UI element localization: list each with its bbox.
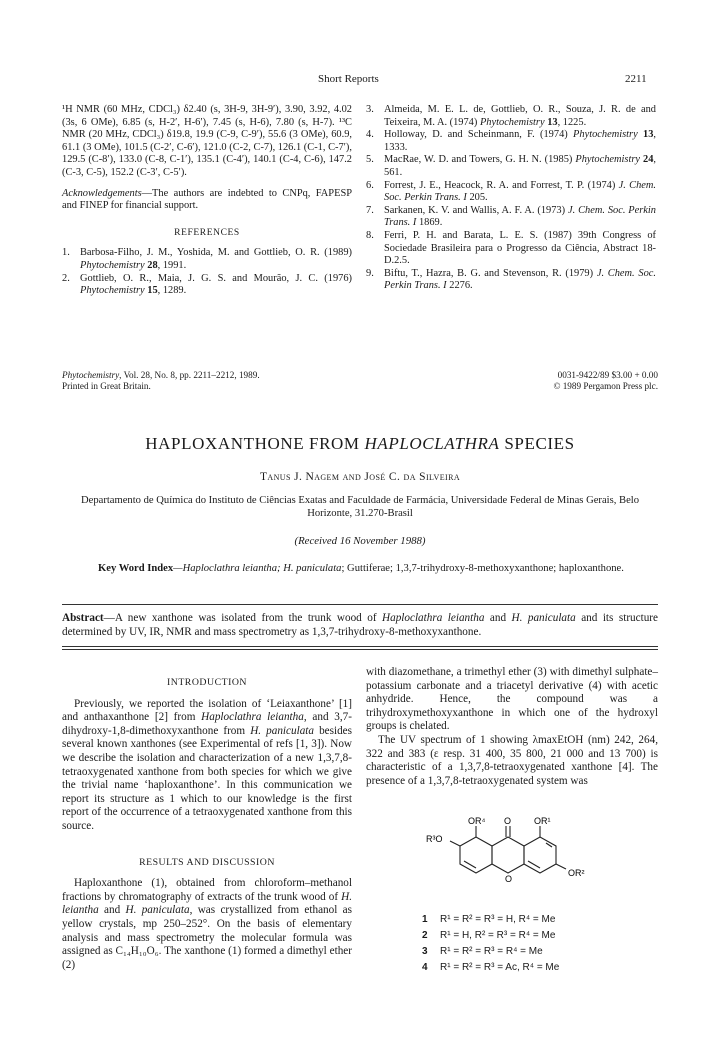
compound-row: [422, 928, 559, 944]
abstract-species-2: H. paniculata: [511, 612, 576, 624]
abstract: [62, 612, 658, 639]
introduction-paragraph: [62, 698, 352, 834]
reference-item: [366, 104, 656, 129]
reference-volume: 28: [147, 259, 158, 271]
reference-pages: , 1991.: [157, 259, 187, 271]
compound-number: 3: [422, 946, 428, 957]
reference-authors: Ferri, P. H. and Barata, L. E. S. (1987) 39th Congress of Sociedade Brasileira para o Progresso da Ciência, Abstract 18-D.2.5.: [384, 229, 656, 267]
reference-volume: 13: [547, 116, 558, 128]
reference-authors: Biftu, T., Hazra, B. G. and Stevenson, R. (1979): [384, 267, 594, 279]
page-number: 2211: [625, 73, 647, 85]
title-genus: HAPLOCLATHRA: [364, 434, 500, 453]
reference-number: 2.: [62, 272, 70, 284]
running-title: Short Reports: [318, 73, 379, 85]
keyword-species: —Haploclathra leiantha; H. paniculata: [173, 563, 342, 574]
acknowledgements-text: —The authors are indebted to CNPq, FAPESP and FINEP for financial support.: [62, 187, 352, 212]
results-text-1: Haploxanthone (1), obtained from chloroform–methanol fractions by chromatography of extracts of the trunk wood of: [62, 877, 352, 903]
reference-volume: 13: [643, 129, 654, 141]
label-or4: OR⁴: [468, 816, 486, 826]
reference-volume: 24: [643, 154, 654, 166]
reference-number: 7.: [366, 204, 374, 216]
h1-nmr-label: ¹H NMR: [62, 104, 100, 115]
reference-pages: , 561.: [384, 154, 656, 178]
reference-list-left: [62, 247, 352, 297]
compound-number: 4: [422, 962, 428, 973]
reference-number: 9.: [366, 267, 374, 279]
results-species-2: H. paniculata: [125, 904, 190, 917]
affiliation: Departamento de Química do Instituto de Ciências Exatas and Faculdade de Farmácia, Universidade Federal de Minas Gerais, Belo Horizonte, 31.270-Brasil: [80, 495, 640, 519]
compound-row: [422, 944, 559, 960]
abstract-text-1: —A new xanthone was isolated from the trunk wood of: [103, 612, 383, 624]
label-or1: OR¹: [534, 816, 551, 826]
references-heading: REFERENCES: [174, 227, 240, 238]
label-or2: OR²: [568, 868, 585, 878]
reference-item: [366, 268, 656, 293]
intro-species-2: H. paniculata: [250, 724, 314, 737]
reference-pages: , 1289.: [157, 285, 187, 297]
h1-nmr-text: (60 MHz, CDCl₃) δ2.40 (s, 3H-9, 3H-9′), 3.90, 3.92, 4.02 (3s, 6 OMe), 6.85 (s, H-2′, H-6′), 7.45 (s, H-6), 7.80 (s, H-7).: [62, 104, 352, 128]
reference-journal: J. Chem. Soc. Perkin Trans. I: [384, 179, 657, 204]
title-part-3: SPECIES: [499, 434, 575, 453]
reference-item: [366, 230, 656, 268]
article-code: 0031-9422/89 $3.00 + 0.00: [557, 370, 658, 380]
acknowledgements: [62, 188, 352, 213]
abstract-bottom-rule-2: [62, 649, 658, 650]
reference-authors: Barbosa-Filho, J. M., Yoshida, M. and Gottlieb, O. R. (1989): [80, 247, 352, 259]
compound-number: 1: [422, 914, 428, 925]
reference-item: [366, 129, 656, 154]
reference-journal: Phytochemistry: [575, 154, 640, 166]
abstract-text-2: and: [484, 612, 512, 624]
reference-number: 3.: [366, 104, 374, 115]
keyword-index: [98, 562, 628, 575]
abstract-species-1: Haploclathra leiantha: [382, 612, 485, 624]
reference-item: [366, 205, 656, 230]
title-part-1: HAPLOXANTHONE FROM: [145, 434, 365, 453]
compound-row: [422, 960, 559, 976]
journal-details: , Vol. 28, No. 8, pp. 2211–2212, 1989.: [119, 370, 260, 380]
c13-nmr-text: (20 MHz, CDCl₃) δ19.8, 19.9 (C-9, C-9′), 55.6 (3 OMe), 60.9, 61.1 (3 OMe), 101.5 (C-2′, C-6′), 121.0 (C-2, C-7), 126.1 (C-1, C-7′), 129.5 (C-8′), 133.0 (C-8, C-1′), 135.1 (C-4′), 140.1 (C-4, C-6), 147.2 (C-3, C-5), 152.2 (C-3′, C-5′).: [62, 129, 352, 178]
intro-text-2: , and 3,7-dihydroxy-1,8-dimethoxyxanthone from: [62, 711, 353, 737]
reference-journal: Phytochemistry: [573, 129, 638, 141]
reference-journal: Phytochemistry: [80, 259, 145, 271]
previous-article-left-column: [62, 104, 352, 298]
reference-journal: Phytochemistry: [80, 285, 145, 297]
citation-left: [62, 370, 260, 392]
article-authors: Tanus J. Nagem and José C. da Silveira: [259, 471, 460, 483]
body-left-column: [62, 676, 352, 972]
compound-substituents: R¹ = R² = R³ = R⁴ = Me: [440, 946, 543, 957]
intro-text-1: Previously, we reported the isolation of ‘Leiaxanthone’ [1] and anthaxanthone [2] from: [62, 697, 352, 724]
keyword-label: Key Word Index: [98, 563, 174, 574]
reference-pages: 205.: [469, 192, 488, 204]
results-species-1: H. leiantha: [62, 890, 352, 917]
results-paragraph: [62, 877, 352, 972]
abstract-top-rule: [62, 604, 658, 605]
intro-text-3: besides several known xanthones (see Experimental of refs [1, 3]). Now we describe the isolation and characterization of a new 1,3,7,8-tetraoxygenated xanthone from both species for which we give the trivial name ‘haploxanthone’. In this communication we report its structure as 1 which to our knowledge is the first report of the occurrence of a tetraoxygenated xanthone from this source.: [62, 724, 353, 832]
reference-authors: MacRae, W. D. and Towers, G. H. N. (1985): [384, 154, 573, 166]
results-text-3: , was crystallized from ethanol as yellow crystals, mp 250–252°. On the basis of elementary analysis and mass spectrometry the molecular formula was assigned as C₁₄H₁₀O₆. The xanthone (1) formed a dimethyl ether (2): [62, 904, 353, 971]
copyright: © 1989 Pergamon Press plc.: [553, 381, 658, 391]
reference-number: 6.: [366, 179, 374, 191]
reference-number: 4.: [366, 129, 374, 141]
abstract-bottom-rule: [62, 646, 658, 647]
label-carbonyl-o: O: [504, 816, 512, 826]
reference-item: [366, 180, 656, 205]
reference-item: [366, 154, 656, 179]
journal-name: Phytochemistry: [62, 370, 120, 380]
right-paragraph-2: The UV spectrum of 1 showing λmaxEtOH (nm) 242, 264, 322 and 383 (ε resp. 31 400, 35 800, 21 000 and 13 700) is characteristic of a 1,3,7,8-tetraoxygenated xanthone [4]. The presence of a 1,3,7,8-tetraoxygenated system was: [366, 733, 658, 787]
reference-pages: 1869.: [418, 217, 443, 229]
central-ring: [492, 837, 524, 873]
acknowledgements-label: Acknowledgements: [62, 187, 142, 199]
reference-number: 5.: [366, 154, 374, 166]
previous-article-right-column: [366, 104, 656, 293]
reference-volume: 15: [147, 285, 158, 297]
compound-substituents: R¹ = H, R² = R³ = R⁴ = Me: [440, 930, 556, 941]
compound-number: 2: [422, 930, 428, 941]
abstract-label: Abstract: [62, 612, 104, 624]
reference-item: [62, 247, 352, 272]
reference-pages: 2276.: [449, 280, 473, 292]
nmr-paragraph: [62, 104, 352, 180]
reference-authors: Forrest, J. E., Heacock, R. A. and Forrest, T. P. (1974): [384, 179, 616, 191]
body-right-column: [366, 666, 658, 788]
reference-item: [62, 273, 352, 298]
reference-authors: Sarkanen, K. V. and Wallis, A. F. A. (1973): [384, 204, 566, 216]
label-r3o: R³O: [426, 834, 443, 844]
compound-row: [422, 912, 559, 928]
compound-substituents: R¹ = R² = R³ = Ac, R⁴ = Me: [440, 962, 560, 973]
intro-species-1: Haploclathra leiantha: [201, 711, 304, 724]
label-ring-o: O: [505, 874, 513, 884]
keyword-rest: ; Guttiferae; 1,3,7-trihydroxy-8-methoxyxanthone; haploxanthone.: [341, 563, 624, 574]
introduction-heading: INTRODUCTION: [166, 677, 247, 688]
reference-authors: Holloway, D. and Scheinmann, F. (1974): [384, 129, 568, 141]
abstract-text-3: and its structure determined by UV, IR, NMR and mass spectrometry as 1,3,7-trihydroxy-8-methoxyxanthone.: [62, 612, 658, 638]
reference-authors: Almeida, M. E. L. de, Gottlieb, O. R., Souza, J. R. de and Teixeira, M. A. (1974): [384, 104, 656, 128]
printed-in: Printed in Great Britain.: [62, 381, 151, 391]
compound-substituents: R¹ = R² = R³ = H, R⁴ = Me: [440, 914, 556, 925]
received-date: (Received 16 November 1988): [294, 535, 426, 547]
xanthone-structure-diagram: [420, 814, 610, 902]
reference-list-right: [366, 104, 656, 293]
reference-pages: , 1225.: [557, 116, 587, 128]
right-paragraph-1: with diazomethane, a trimethyl ether (3) with dimethyl sulphate–potassium carbonate and a triacetyl derivative (4) with acetic anhydride. Hence, the compound was a trihydroxymethoxyxanthone in which one of the hydroxyl groups is chelated.: [366, 666, 658, 733]
c13-nmr-label: ¹³C NMR: [62, 116, 352, 141]
citation-right: [553, 370, 658, 392]
reference-authors: Gottlieb, O. R., Maia, J. G. S. and Mourão, J. C. (1976): [80, 272, 352, 284]
reference-journal: Phytochemistry: [479, 116, 545, 128]
reference-journal: J. Chem. Soc. Perkin Trans. I: [384, 204, 657, 229]
results-text-2: and: [98, 904, 126, 917]
results-heading: RESULTS AND DISCUSSION: [139, 856, 275, 868]
reference-journal: J. Chem. Soc. Perkin Trans. I: [384, 267, 656, 292]
compound-list: [422, 912, 559, 976]
reference-pages: , 1333.: [384, 129, 656, 153]
article-title: [40, 434, 680, 454]
reference-number: 1.: [62, 247, 70, 259]
reference-number: 8.: [366, 229, 374, 241]
